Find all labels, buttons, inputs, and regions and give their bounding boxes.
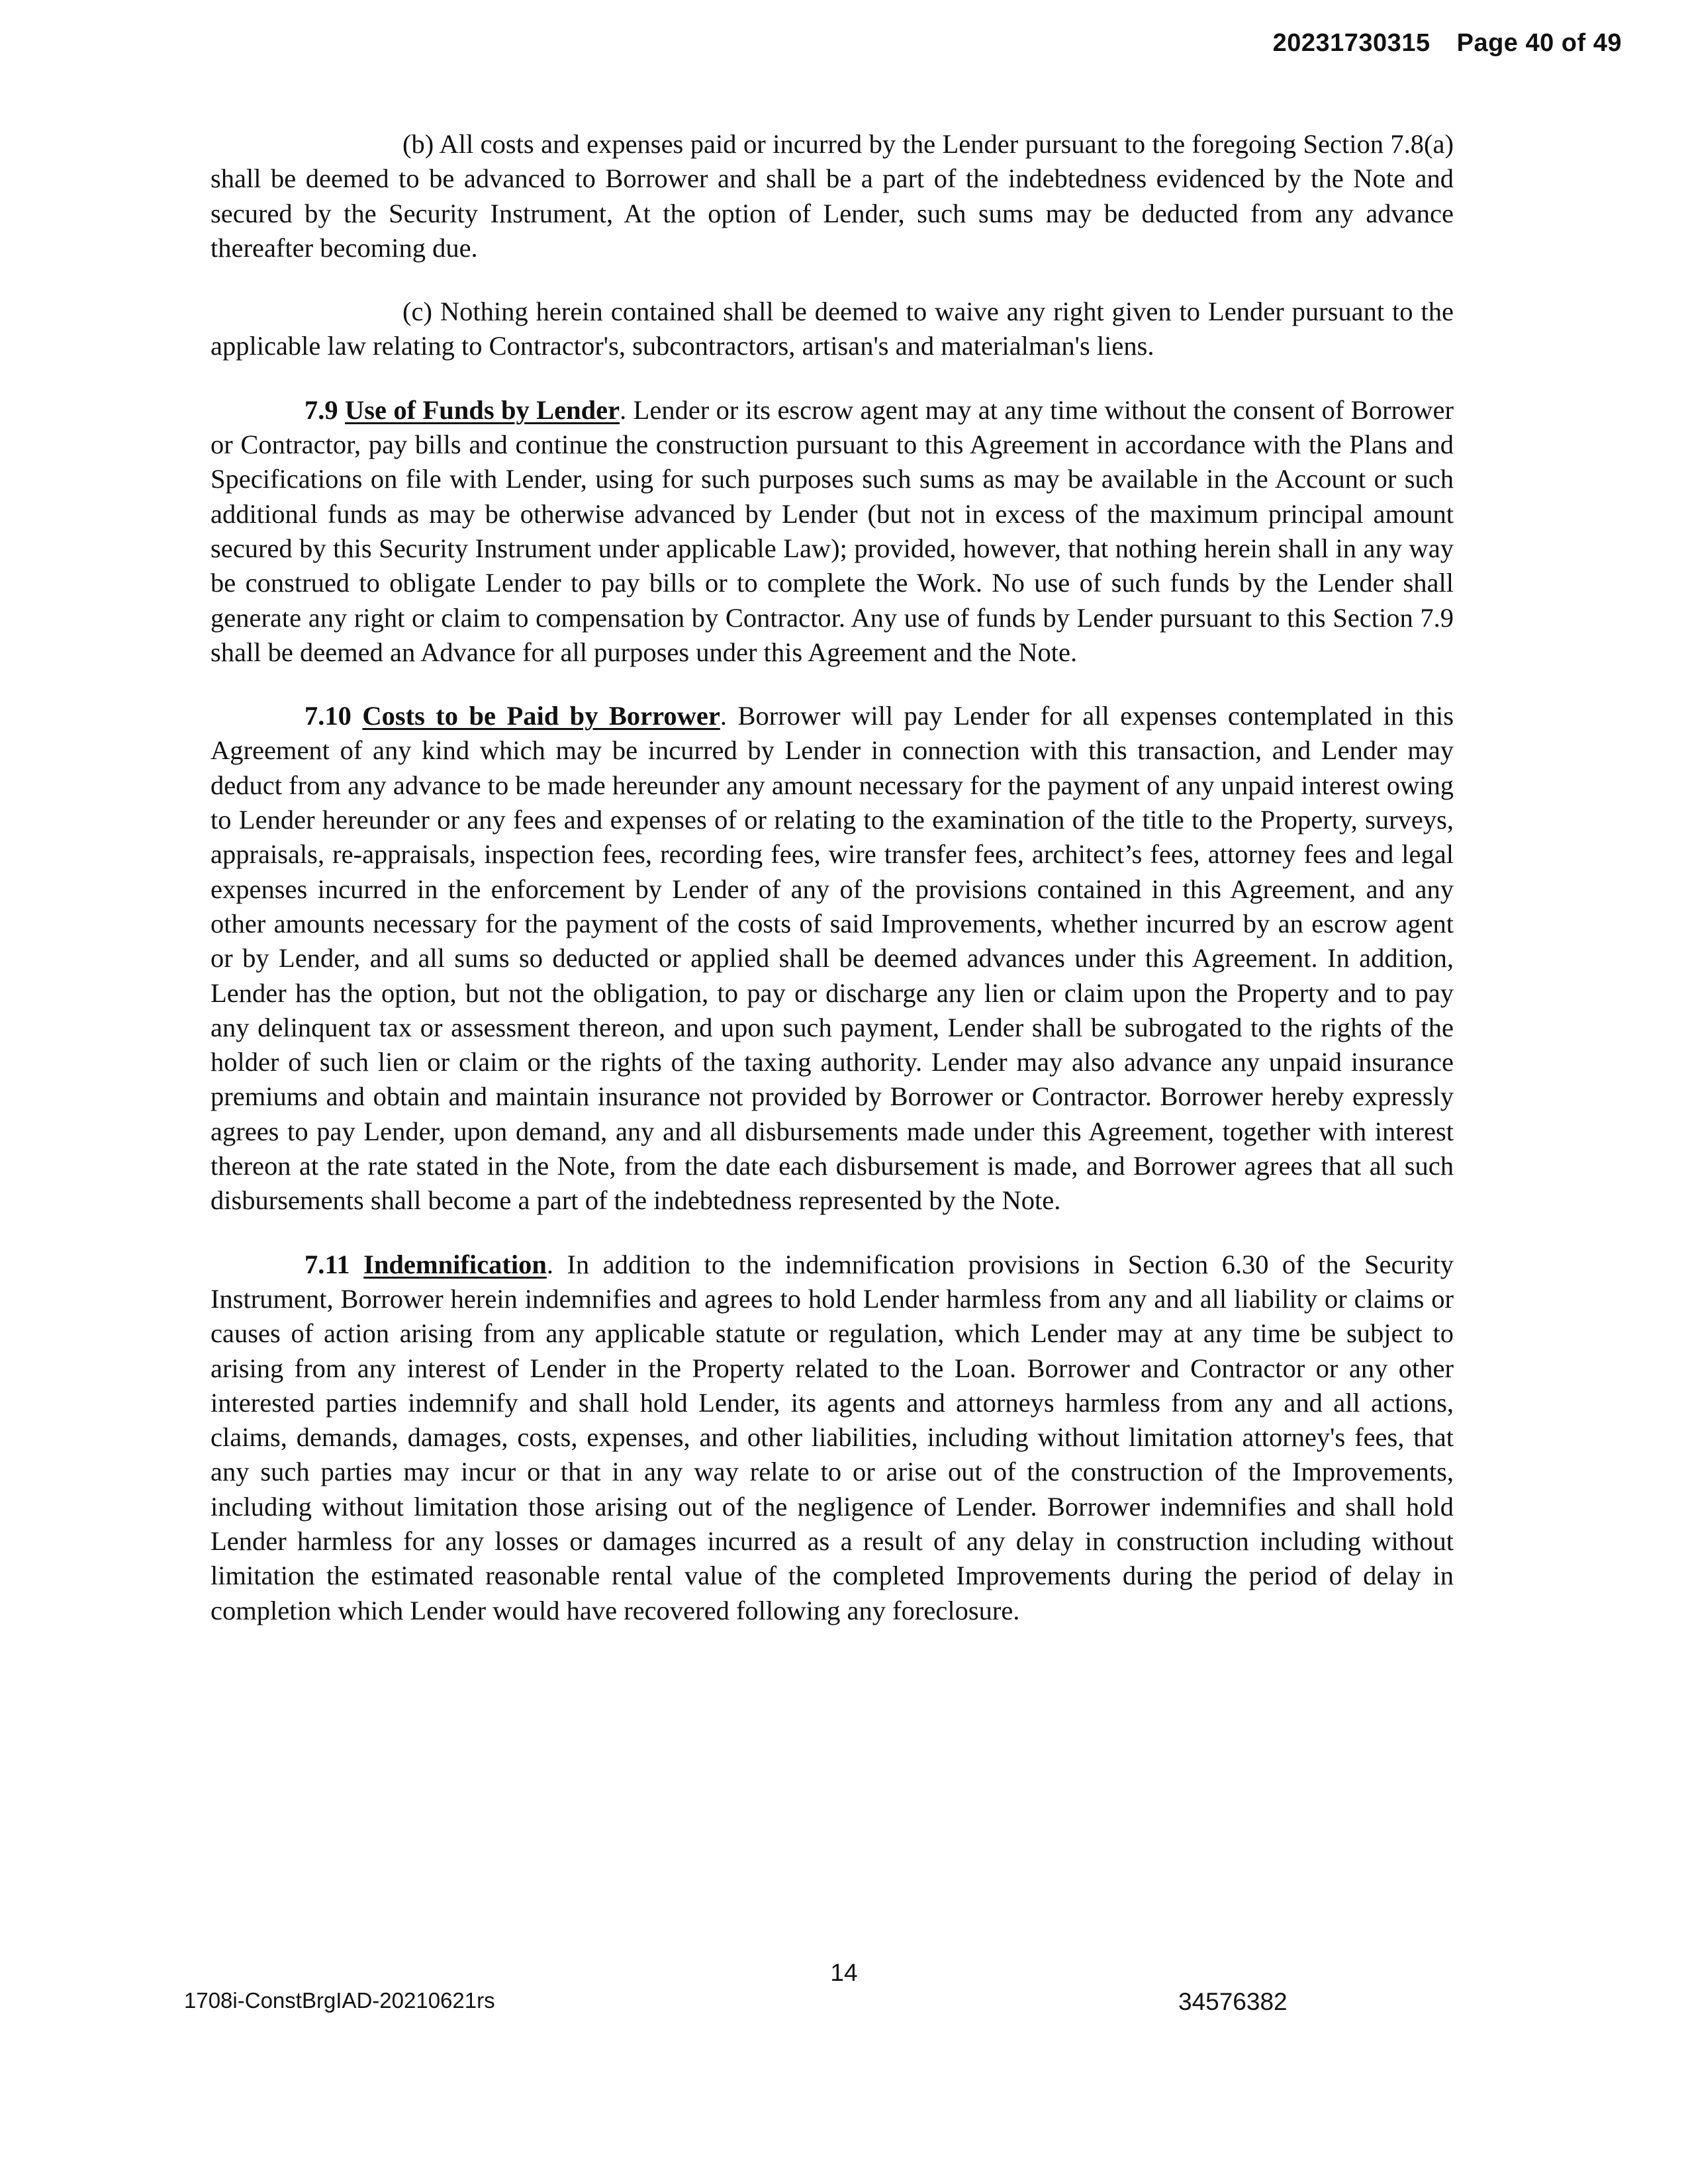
form-code: 1708i-ConstBrgIAD-20210621rs: [184, 1988, 495, 2013]
section-heading: Costs to be Paid by Borrower: [362, 701, 720, 731]
document-body: [211, 127, 1454, 1657]
section-text: . In addition to the indemnification provisions in Section 6.30 of the Security Instrument, Borrower herein indemnifies and agrees to hold Lender harmless from any and all liability or claims or causes of action arising from any applicable statute or regulation, which Lender may at any time be subject to arising from any interest of Lender in the Property related to the Loan. Borrower and Contractor or any other interested parties indemnify and shall hold Lender, its agents and attorneys harmless from any and all actions, claims, demands, damages, costs, expenses, and other liabilities, including without limitation attorney's fees, that any such parties may incur or that in any way relate to or arise out of the construction of the Improvements, including without limitation those arising out of the negligence of Lender. Borrower indemnifies and shall hold Lender harmless for any losses or damages incurred as a result of any delay in construction including without limitation the estimated reasonable rental value of the completed Improvements during the period of delay in completion which Lender would have recovered following any foreclosure.: [211, 1249, 1454, 1625]
section-text: . Lender or its escrow agent may at any time without the consent of Borrower or Contractor, pay bills and continue the construction pursuant to this Agreement in accordance with the Plans and Specifications on file with Lender, using for such purposes such sums as may be available in the Account or such additional funds as may be otherwise advanced by Lender (but not in excess of the maximum principal amount secured by this Security Instrument under applicable Law); provided, however, that nothing herein shall in any way be construed to obligate Lender to pay bills or to complete the Work. No use of such funds by the Lender shall generate any right or claim to compensation by Contractor. Any use of funds by Lender pursuant to this Section 7.9 shall be deemed an Advance for all purposes under this Agreement and the Note.: [211, 394, 1454, 667]
section-7-10: [211, 699, 1454, 1218]
section-7-11: [211, 1248, 1454, 1628]
section-number: 7.9: [305, 394, 338, 425]
loan-number: 34576382: [1178, 1988, 1288, 2015]
paragraph-c: (c) Nothing herein contained shall be deemed to waive any right given to Lender pursuant to the applicable law relating to Contractor's, subcontractors, artisan's and materialman's liens.: [211, 296, 1454, 361]
section-number: 7.11: [305, 1249, 350, 1279]
paragraph-b: (b) All costs and expenses paid or incurred by the Lender pursuant to the foregoing Section 7.8(a) shall be deemed to be advanced to Borrower and shall be a part of the indebtedness evidenced by the Note and secured by the Security Instrument, At the option of Lender, such sums may be deducted from any advance thereafter becoming due.: [211, 129, 1454, 263]
recording-stamp: [1273, 29, 1622, 58]
section-7-9: [211, 393, 1454, 670]
document-number: 20231730315: [1272, 29, 1430, 57]
section-heading: Indemnification: [363, 1249, 547, 1279]
section-text: . Borrower will pay Lender for all expenses contemplated in this Agreement of any kind which may be incurred by Lender in connection with this transaction, and Lender may deduct from any advance to be made hereunder any amount necessary for the payment of any unpaid interest owing to Lender hereunder or any fees and expenses of or relating to the examination of the title to the Property, surveys, appraisals, re-appraisals, inspection fees, recording fees, wire transfer fees, architect’s fees, attorney fees and legal expenses incurred in the enforcement by Lender of any of the provisions contained in this Agreement, and any other amounts necessary for the payment of the costs of said Improvements, whether incurred by an escrow agent or by Lender, and all sums so deducted or applied shall be deemed advances under this Agreement. In addition, Lender has the option, but not the obligation, to pay or discharge any lien or claim upon the Property and to pay any delinquent tax or assessment thereon, and upon such payment, Lender shall be subrogated to the rights of the holder of such lien or claim or the rights of the taxing authority. Lender may also advance any unpaid insurance premiums and obtain and maintain insurance not provided by Borrower or Contractor. Borrower hereby expressly agrees to pay Lender, upon demand, any and all disbursements made under this Agreement, together with interest thereon at the rate stated in the Note, from the date each disbursement is made, and Borrower agrees that all such disbursements shall become a part of the indebtedness represented by the Note.: [211, 701, 1454, 1216]
page-count-label: Page 40 of 49: [1456, 29, 1622, 57]
section-number: 7.10: [305, 701, 352, 731]
page-number: 14: [830, 1959, 858, 1986]
section-heading: Use of Funds by Lender: [345, 394, 620, 425]
